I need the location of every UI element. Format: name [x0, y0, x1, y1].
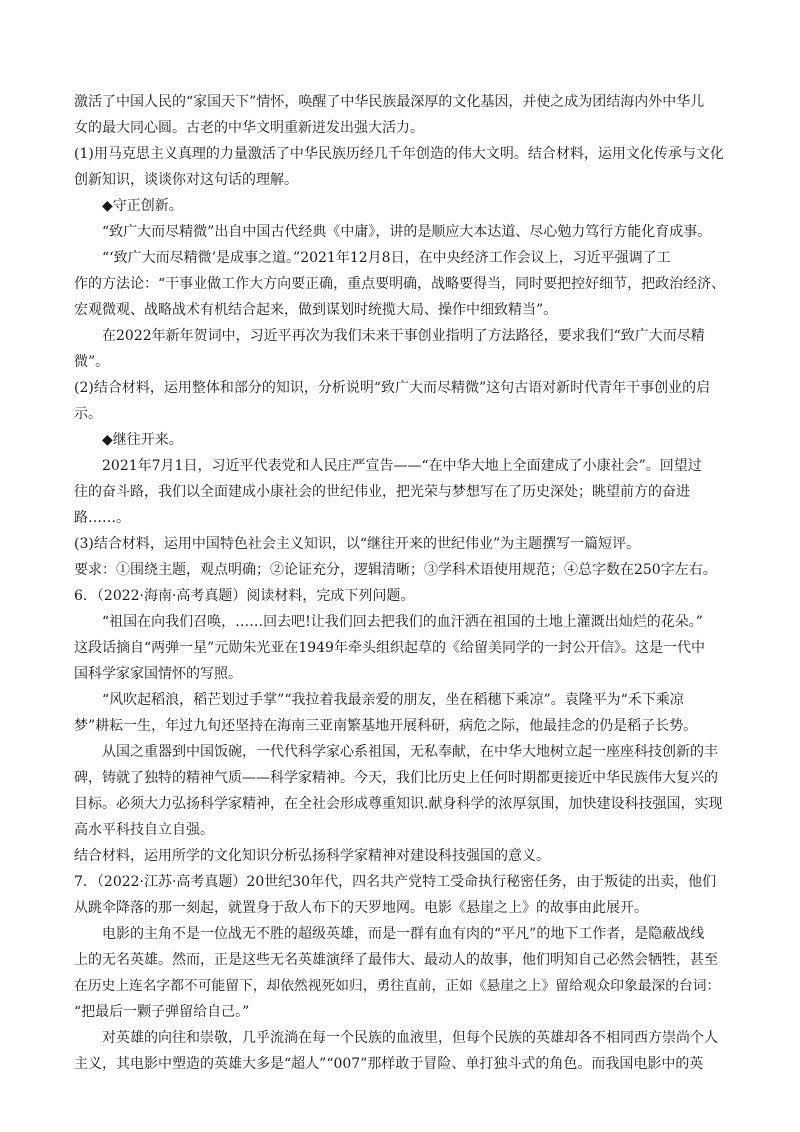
text-line: 微”。	[74, 354, 110, 370]
text-line: “风吹起稻浪，稻芒划过手掌”“我拉着我最亲爱的朋友，坐在稻穗下乘凉”。袁隆平为“禾下乘凉	[102, 692, 684, 708]
text-line: 宏观微观、战略战术有机结合起来，做到谋划时统揽大局、操作中细致精当”。	[74, 302, 558, 318]
question-line: 创新知识，谈谈你对这句话的理解。	[74, 172, 298, 188]
text-line: 对英雄的向往和崇敬，几乎流淌在每一个民族的血液里，但每个民族的英雄却各不相同西方崇尚个人	[102, 1030, 718, 1046]
text-line: “祖国在向我们召唤，……回去吧!让我们回去把我们的血汗洒在祖国的土地上灌溉出灿烂的花朵。”	[102, 614, 703, 630]
section-heading: ◆继往开来。	[102, 432, 183, 448]
section-heading: ◆守正创新。	[102, 198, 183, 214]
text-line: 在2022年新年贺词中，习近平再次为我们未来干事创业指明了方法路径，要求我们“致广大而尽精	[102, 328, 705, 344]
question-line: 示。	[74, 406, 102, 422]
text-line: 作的方法论：“干事业做工作大方向要正确，重点要明确，战略要得当，同时要把控好细节，把政治经济、	[74, 276, 726, 292]
text-line: 往的奋斗路，我们以全面建成小康社会的世纪伟业，把光荣与梦想写在了历史深处；眺望前方的奋进	[74, 484, 690, 500]
question-line: (1)用马克思主义真理的力量激活了中华民族历经几千年创造的伟大文明。结合材料，运用文化传承与文化	[74, 146, 724, 162]
text-line: 高水平科技自立自强。	[74, 822, 214, 838]
text-line: 碑，铸就了独特的精神气质——科学家精神。今天，我们比历史上任何时期都更接近中华民族伟大复兴的	[74, 770, 718, 786]
text-line: “致广大而尽精微”出自中国古代经典《中庸》，讲的是顺应大本达道、尽心勉力笃行方能化育成事。	[102, 224, 712, 240]
text-line: 2021年7月1日，习近平代表党和人民庄严宣告——“在中华大地上全面建成了小康社会”。回望过	[102, 458, 702, 474]
question-number-7: 7．（2022·江苏·高考真题）20世纪30年代，四名共产党特工受命执行秘密任务，由于叛徒的出卖，他们	[74, 874, 717, 890]
text-line: 从跳伞降落的那一刻起，就置身于敌人布下的天罗地网。电影《悬崖之上》的故事由此展开。	[74, 900, 648, 916]
question-line: (2)结合材料，运用整体和部分的知识，分析说明“致广大而尽精微”这句古语对新时代青年干事创业的启	[74, 380, 711, 396]
text-line: 梦”耕耘一生，年过九旬还坚持在海南三亚南繁基地开展科研，病危之际，他最挂念的仍是稻子长势。	[74, 718, 698, 734]
text-line: 女的最大同心圆。古老的中华文明重新迸发出强大活力。	[74, 120, 424, 136]
text-line: 这段话摘自“两弹一星”元勋朱光亚在1949年牵头组织起草的《给留美同学的一封公开信》。这是一代中	[74, 640, 705, 656]
requirement-line: 要求：①围绕主题，观点明确；②论证充分，逻辑清晰；③学科术语使用规范；④总字数在250字左右。	[74, 562, 717, 578]
text-line: 目标。必须大力弘扬科学家精神，在全社会形成尊重知识.献身科学的浓厚氛围，加快建设科技强国，实现	[74, 796, 723, 812]
text-line: 在历史上连名字都不可能留下，却依然视死如归，勇往直前，正如《悬崖之上》留给观众印象最深的台词：	[74, 978, 721, 994]
text-line: 主义，其电影中塑造的英雄大多是“超人”“007”那样敢于冒险、单打独斗式的角色。而我国电影中的英	[74, 1056, 704, 1072]
question-number-6: 6．（2022·海南·高考真题）阅读材料，完成下列问题。	[74, 588, 415, 604]
text-line: “‘致广大而尽精微’是成事之道。”2021年12月8日，在中央经济工作会议上，习近平强调了工	[102, 250, 671, 266]
text-line: 从国之重器到中国饭碗，一代代科学家心系祖国，无私奉献，在中华大地树立起一座座科技创新的丰	[102, 744, 718, 760]
text-line: 激活了中国人民的“家国天下”情怀，唤醒了中华民族最深厚的文化基因，并使之成为团结海内外中华儿	[74, 94, 705, 110]
question-line: 结合材料，运用所学的文化知识分析弘扬科学家精神对建设科技强国的意义。	[74, 848, 550, 864]
text-line: 电影的主角不是一位战无不胜的超级英雄，而是一群有血有肉的“平凡”的地下工作者，是隐蔽战线	[102, 926, 705, 942]
text-line: 上的无名英雄。然而，正是这些无名英雄演绎了最伟大、最动人的故事，他们明知自己必然会牺牲，甚至	[74, 952, 718, 968]
question-line: (3)结合材料，运用中国特色社会主义知识，以“继往开来的世纪伟业”为主题撰写一篇短评。	[74, 536, 641, 552]
text-line: 路……。	[74, 510, 130, 526]
text-line: “把最后一颗子弹留给自己。”	[74, 1004, 250, 1020]
text-line: 国科学家家国情怀的写照。	[74, 666, 242, 682]
